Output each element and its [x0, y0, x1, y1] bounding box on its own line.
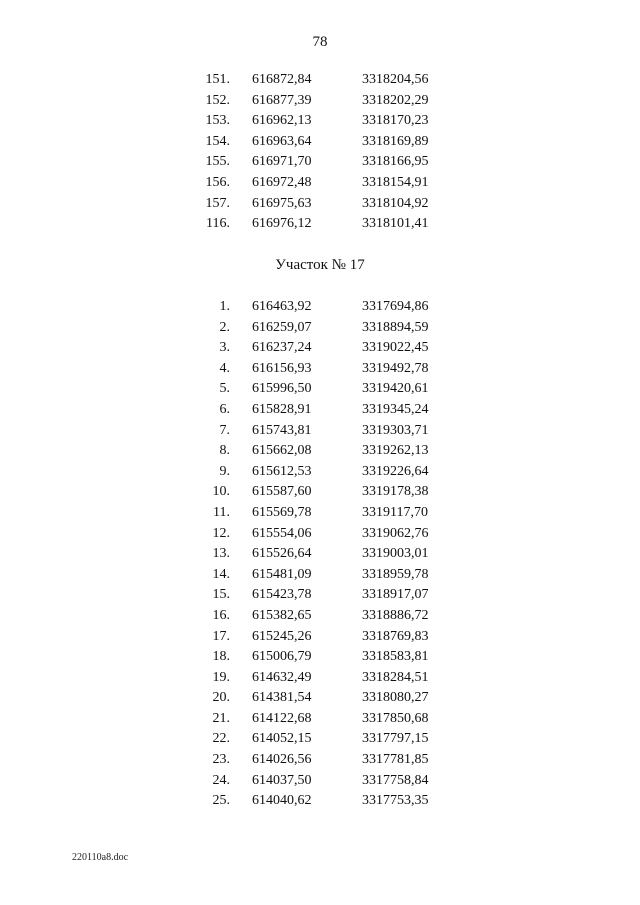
- y-coordinate: 3318886,72: [362, 607, 429, 623]
- y-coordinate: 3317797,15: [362, 731, 429, 747]
- y-coordinate: 3318894,59: [362, 319, 429, 335]
- coordinate-row: [196, 111, 456, 132]
- coordinate-row: [196, 70, 456, 91]
- point-number: 14.: [212, 566, 230, 582]
- point-number: 3.: [219, 340, 230, 356]
- point-number: 154.: [205, 133, 230, 149]
- x-coordinate: 614122,68: [252, 710, 312, 726]
- coordinate-row: [196, 688, 456, 709]
- point-number: 153.: [205, 113, 230, 129]
- x-coordinate: 615743,81: [252, 422, 312, 438]
- point-number: 156.: [205, 174, 230, 190]
- y-coordinate: 3318769,83: [362, 628, 429, 644]
- x-coordinate: 615662,08: [252, 443, 312, 459]
- y-coordinate: 3317753,35: [362, 793, 429, 809]
- x-coordinate: 614381,54: [252, 690, 312, 706]
- point-number: 12.: [212, 525, 230, 541]
- y-coordinate: 3318959,78: [362, 566, 429, 582]
- coordinate-row: [196, 132, 456, 153]
- point-number: 1.: [219, 299, 230, 314]
- y-coordinate: 3319003,01: [362, 546, 429, 562]
- x-coordinate: 616156,93: [252, 360, 312, 376]
- x-coordinate: 615006,79: [252, 649, 312, 665]
- y-coordinate: 3317781,85: [362, 752, 429, 768]
- y-coordinate: 3318080,27: [362, 690, 429, 706]
- point-number: 7.: [219, 422, 230, 438]
- y-coordinate: 3318202,29: [362, 92, 429, 108]
- coordinate-row: [196, 421, 456, 442]
- coordinate-row: [196, 359, 456, 380]
- y-coordinate: 3319022,45: [362, 340, 429, 356]
- x-coordinate: 616259,07: [252, 319, 312, 335]
- coordinate-row: [196, 441, 456, 462]
- coordinates-table-continued: [196, 70, 456, 235]
- coordinate-row: [196, 379, 456, 400]
- y-coordinate: 3318284,51: [362, 669, 429, 685]
- x-coordinate: 615554,06: [252, 525, 312, 541]
- coordinate-row: [196, 214, 456, 235]
- x-coordinate: 615526,64: [252, 546, 312, 562]
- y-coordinate: 3318169,89: [362, 133, 429, 149]
- x-coordinate: 616963,64: [252, 133, 312, 149]
- point-number: 155.: [205, 154, 230, 170]
- point-number: 6.: [219, 401, 230, 417]
- y-coordinate: 3317694,86: [362, 299, 429, 314]
- y-coordinate: 3319262,13: [362, 443, 429, 459]
- coordinate-row: [196, 791, 456, 812]
- coordinate-row: [196, 709, 456, 730]
- x-coordinate: 614037,50: [252, 772, 312, 788]
- y-coordinate: 3318154,91: [362, 174, 429, 190]
- x-coordinate: 615245,26: [252, 628, 312, 644]
- point-number: 2.: [219, 319, 230, 335]
- point-number: 5.: [219, 381, 230, 397]
- point-number: 18.: [212, 649, 230, 665]
- point-number: 19.: [212, 669, 230, 685]
- y-coordinate: 3318101,41: [362, 216, 429, 232]
- coordinate-row: [196, 400, 456, 421]
- point-number: 16.: [212, 607, 230, 623]
- coordinate-row: [196, 524, 456, 545]
- coordinate-row: [196, 482, 456, 503]
- point-number: 21.: [212, 710, 230, 726]
- x-coordinate: 614040,62: [252, 793, 312, 809]
- coordinate-row: [196, 585, 456, 606]
- y-coordinate: 3318104,92: [362, 195, 429, 211]
- point-number: 17.: [212, 628, 230, 644]
- point-number: 116.: [206, 216, 230, 232]
- x-coordinate: 615828,91: [252, 401, 312, 417]
- page-number: 78: [312, 34, 328, 50]
- y-coordinate: 3318583,81: [362, 649, 429, 665]
- x-coordinate: 616962,13: [252, 113, 312, 129]
- x-coordinate: 616463,92: [252, 299, 312, 314]
- coordinate-row: [196, 729, 456, 750]
- point-number: 15.: [212, 587, 230, 603]
- x-coordinate: 616877,39: [252, 92, 312, 108]
- y-coordinate: 3319178,38: [362, 484, 429, 500]
- coordinate-row: [196, 318, 456, 339]
- point-number: 23.: [212, 752, 230, 768]
- point-number: 4.: [219, 360, 230, 376]
- coordinate-row: [196, 627, 456, 648]
- coordinate-row: [196, 462, 456, 483]
- coordinates-table-section-17: [196, 297, 456, 812]
- y-coordinate: 3318917,07: [362, 587, 429, 603]
- y-coordinate: 3317850,68: [362, 710, 429, 726]
- x-coordinate: 616972,48: [252, 174, 312, 190]
- x-coordinate: 616872,84: [252, 72, 312, 87]
- point-number: 20.: [212, 690, 230, 706]
- y-coordinate: 3319303,71: [362, 422, 429, 438]
- point-number: 22.: [212, 731, 230, 747]
- coordinate-row: [196, 606, 456, 627]
- x-coordinate: 614052,15: [252, 731, 312, 747]
- point-number: 152.: [205, 92, 230, 108]
- coordinate-row: [196, 771, 456, 792]
- y-coordinate: 3319226,64: [362, 463, 429, 479]
- coordinate-row: [196, 565, 456, 586]
- point-number: 25.: [212, 793, 230, 809]
- point-number: 24.: [212, 772, 230, 788]
- coordinate-row: [196, 91, 456, 112]
- x-coordinate: 616237,24: [252, 340, 312, 356]
- document-filename: 220110a8.doc: [72, 852, 129, 863]
- y-coordinate: 3319492,78: [362, 360, 429, 376]
- x-coordinate: 615996,50: [252, 381, 312, 397]
- y-coordinate: 3319420,61: [362, 381, 429, 397]
- point-number: 10.: [212, 484, 230, 500]
- coordinate-row: [196, 503, 456, 524]
- y-coordinate: 3318170,23: [362, 113, 429, 129]
- x-coordinate: 615382,65: [252, 607, 312, 623]
- point-number: 8.: [219, 443, 230, 459]
- y-coordinate: 3319345,24: [362, 401, 429, 417]
- coordinate-row: [196, 152, 456, 173]
- y-coordinate: 3319117,70: [362, 504, 428, 520]
- coordinate-row: [196, 647, 456, 668]
- y-coordinate: 3318166,95: [362, 154, 429, 170]
- y-coordinate: 3317758,84: [362, 772, 429, 788]
- x-coordinate: 615587,60: [252, 484, 312, 500]
- coordinate-row: [196, 338, 456, 359]
- x-coordinate: 616975,63: [252, 195, 312, 211]
- x-coordinate: 615569,78: [252, 504, 312, 520]
- x-coordinate: 616971,70: [252, 154, 312, 170]
- coordinate-row: [196, 668, 456, 689]
- coordinate-row: [196, 544, 456, 565]
- x-coordinate: 614026,56: [252, 752, 312, 768]
- point-number: 13.: [212, 546, 230, 562]
- x-coordinate: 615612,53: [252, 463, 312, 479]
- coordinate-row: [196, 194, 456, 215]
- point-number: 9.: [219, 463, 230, 479]
- coordinate-row: [196, 173, 456, 194]
- x-coordinate: 615481,09: [252, 566, 312, 582]
- x-coordinate: 614632,49: [252, 669, 312, 685]
- y-coordinate: 3319062,76: [362, 525, 429, 541]
- point-number: 151.: [205, 72, 230, 87]
- y-coordinate: 3318204,56: [362, 72, 429, 87]
- point-number: 157.: [205, 195, 230, 211]
- x-coordinate: 616976,12: [252, 216, 312, 232]
- coordinate-row: [196, 750, 456, 771]
- coordinate-row: [196, 297, 456, 318]
- section-title: Участок № 17: [275, 257, 365, 273]
- point-number: 11.: [213, 504, 230, 520]
- x-coordinate: 615423,78: [252, 587, 312, 603]
